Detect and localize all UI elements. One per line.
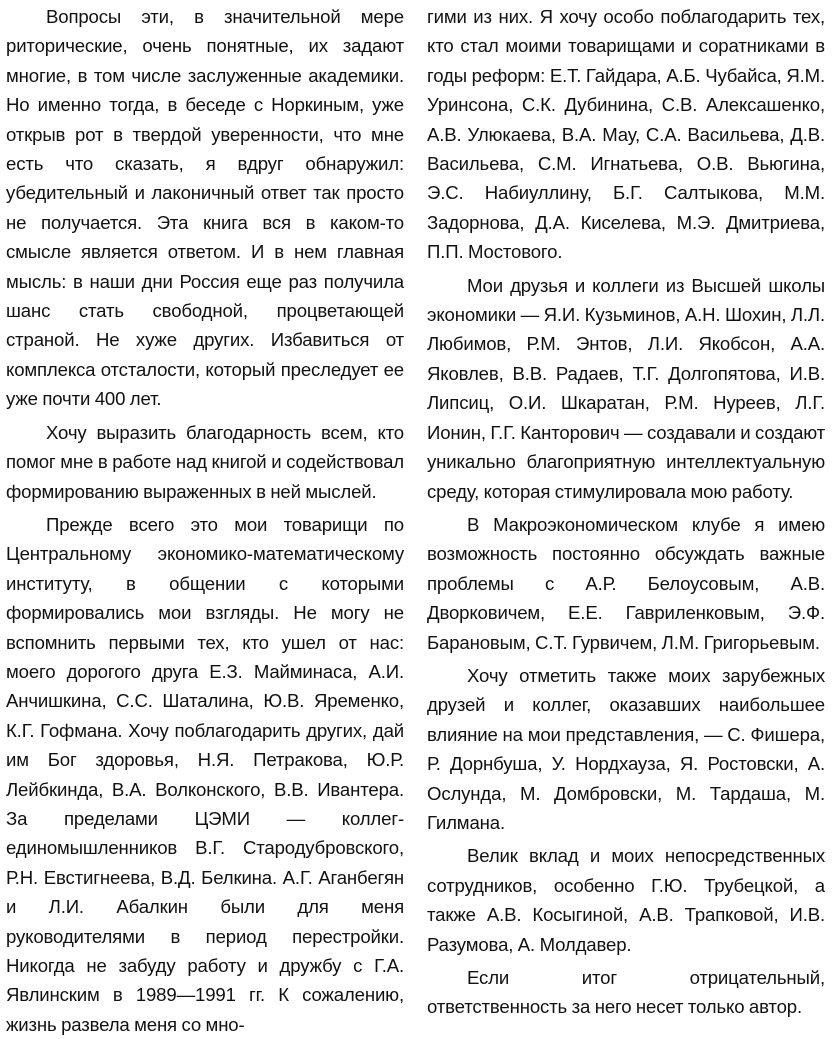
paragraph-macro-club: В Макроэкономическом клубе я имею возможность постоянно обсуждать важные проблемы с А.Р. Белоусовым, А.В. Дворковичем, Е.Е. Гавриленковым, Э.Ф. Барановым, С.Т. Гурвичем, Л.М. Григорьевым.	[427, 513, 825, 653]
paragraph-cemi-colleagues: Прежде всего это мои товарищи по Центральному экономико-математическому институту, в общении с которыми формировались мои взгляды. Не могу не вспомнить первыми тех, кто ушел от нас: моего дорогого друга Е.З. Майминаса, А.И. Анчишкина, С.С. Шаталина, Ю.В. Яременко, К.Г. Гофмана. Хочу поблагодарить других, дай им Бог здоровья, Н.Я. Петракова, Ю.Р. Лейбкинда, В.А. Волконского, В.В. Ивантера. За пределами ЦЭМИ — коллег-единомышленников В.Г. Стародубровского, Р.Н. Евстигнеева, В.Д. Белкина. А.Г. Аганбегян и Л.И. Абалкин были для меня руководителями в период перестройки. Никогда не забуду работу и дружбу с Г.А. Явлинским в 1989—1991 гг. К сожалению, жизнь развела меня со мно-	[6, 513, 404, 1035]
paragraph-rhetorical-questions: Вопросы эти, в значительной мере риторические, очень понятные, их задают многие, в том числе заслуженные академики. Но именно тогда, в беседе с Норкиным, уже открыв рот в твердой уверенности, что мне есть что сказать, я вдруг обнаружил: убедительный и лаконичный ответ так просто не получается. Эта книга вся в каком-то смысле является ответом. И в нем главная мысль: в наши дни Россия еще раз получила шанс стать свободной, процветающей страной. Не хуже других. Избавиться от комплекса отсталости, который преследует ее уже почти 400 лет.	[6, 6, 404, 410]
paragraph-reform-colleagues: гими из них. Я хочу особо поблагодарить тех, кто стал моими товарищами и соратниками в годы реформ: Е.Т. Гайдара, А.Б. Чубайса, Я.М. Уринсона, С.К. Дубинина, С.В. Алексашенко, А.В. Улюкаева, В.А. Мау, С.А. Васильева, Д.В. Васильева, С.М. Игнатьева, О.В. Вьюгина, Э.С. Набиуллину, Б.Г. Салтыкова, М.М. Задорнова, Д.А. Киселева, М.Э. Дмитриева, П.П. Мостового.	[427, 6, 825, 263]
paragraph-foreign-colleagues: Хочу отметить также моих зарубежных друзей и коллег, оказавших наибольшее влияние на мои представления, — С. Фишера, Р. Дорнбуша, У. Нордхауза, Я. Ростовски, А. Ослунда, М. Домбровски, М. Тардаша, М. Гилмана.	[427, 664, 825, 833]
paragraph-responsibility: Если итог отрицательный, ответственность за него несет только автор.	[427, 967, 825, 1018]
right-column	[427, 2, 825, 1025]
paragraph-hse-colleagues: Мои друзья и коллеги из Высшей школы экономики — Я.И. Кузьминов, А.Н. Шохин, Л.Л. Любимов, Р.М. Энтов, Л.И. Якобсон, А.А. Яковлев, В.В. Радаев, Т.Г. Долгопятова, И.В. Липсиц, О.И. Шкаратан, Р.М. Нуреев, Л.Г. Ионин, Г.Г. Канторович — создавали и создают уникально благоприятную интеллектуальную среду, которая стимулировала мою работу.	[427, 274, 826, 502]
paragraph-gratitude-intro: Хочу выразить благодарность всем, кто помог мне в работе над книгой и содействовал формированию выраженных в ней мыслей.	[6, 421, 404, 502]
paragraph-staff: Велик вклад и моих непосредственных сотрудников, особенно Г.Ю. Трубецкой, а также А.В. Косыгиной, А.В. Трапковой, И.В. Разумова, А. Молдавер.	[427, 845, 825, 955]
left-column	[6, 2, 404, 1035]
